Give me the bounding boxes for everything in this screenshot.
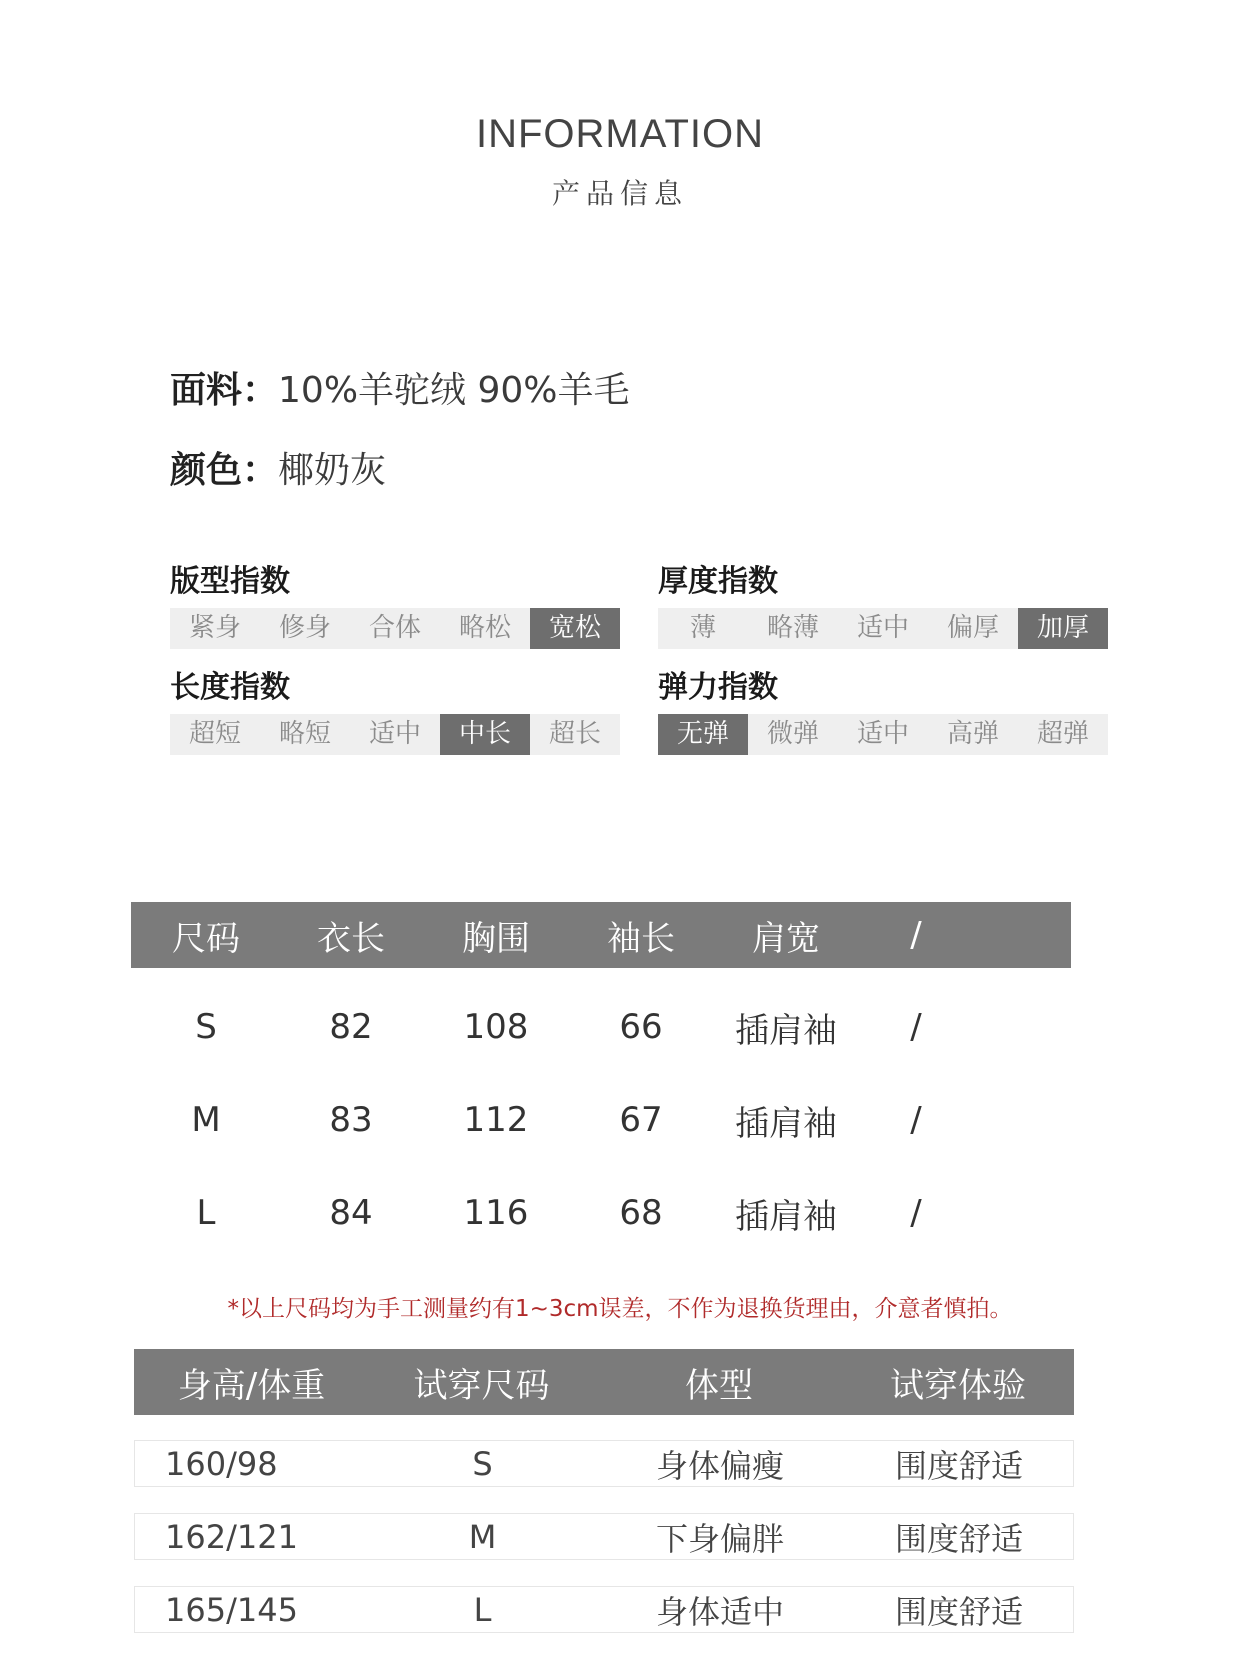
thickness-index-option: 略薄 <box>766 613 819 643</box>
elasticity-index-scale <box>658 714 1108 755</box>
measurement-disclaimer: *以上尺码均为手工测量约有1~3cm误差，不作为退换货理由，介意者慎拍。 <box>227 1296 1013 1322</box>
size-header-cell: 胸围 <box>462 918 530 959</box>
size-cell: 108 <box>463 1007 529 1047</box>
size-cell: 112 <box>463 1100 529 1140</box>
thickness-index-option: 薄 <box>689 613 716 643</box>
size-header-cell: 肩宽 <box>752 918 820 959</box>
size-cell: 插肩袖 <box>735 1103 837 1144</box>
length-index-option: 略短 <box>278 719 331 749</box>
fit-index-option: 紧身 <box>188 613 241 643</box>
size-cell: 84 <box>329 1193 373 1233</box>
page-title: INFORMATION <box>475 112 764 156</box>
thickness-index-option: 加厚 <box>1018 608 1108 649</box>
fit-table-row <box>134 1586 1074 1633</box>
elasticity-index-option: 无弹 <box>658 714 748 755</box>
fit-cell: S <box>472 1444 493 1483</box>
length-index-option: 适中 <box>368 719 421 749</box>
fit-cell: 身体偏瘦 <box>655 1446 784 1485</box>
size-cell: 67 <box>619 1100 663 1140</box>
fit-index-option: 宽松 <box>530 608 620 649</box>
fit-table-row <box>134 1440 1074 1487</box>
elasticity-index-option: 超弹 <box>1036 719 1089 749</box>
elasticity-index-option: 适中 <box>856 719 909 749</box>
length-index-option: 超长 <box>548 719 601 749</box>
thickness-index-option: 适中 <box>856 613 909 643</box>
size-header-cell: 袖长 <box>607 918 675 959</box>
fit-header-cell: 身高/体重 <box>177 1365 326 1406</box>
fit-cell: 165/145 <box>165 1590 298 1629</box>
fit-cell: 围度舒适 <box>894 1592 1023 1631</box>
thickness-index-title: 厚度指数 <box>658 564 778 599</box>
elasticity-index-option: 高弹 <box>946 719 999 749</box>
size-cell: / <box>910 1193 922 1233</box>
elasticity-index-option: 微弹 <box>766 719 819 749</box>
page-subtitle: 产品信息 <box>551 177 688 210</box>
thickness-index-option: 偏厚 <box>946 613 999 643</box>
size-cell: S <box>195 1007 217 1047</box>
fit-index-scale <box>170 608 620 649</box>
fit-cell: L <box>473 1590 492 1629</box>
size-table-row <box>131 1090 1071 1150</box>
size-table-header <box>131 902 1071 968</box>
size-cell: 插肩袖 <box>735 1010 837 1051</box>
fit-header-cell: 试穿尺码 <box>413 1365 550 1406</box>
color-label: 颜色： <box>170 450 279 491</box>
fabric-spec <box>170 362 630 413</box>
size-header-cell: 衣长 <box>317 918 385 959</box>
fit-cell: 身体适中 <box>655 1592 784 1631</box>
size-cell: 116 <box>463 1193 529 1233</box>
fit-index-option: 略松 <box>458 613 511 643</box>
fit-header-cell: 试穿体验 <box>890 1365 1026 1406</box>
size-cell: 66 <box>619 1007 663 1047</box>
fit-cell: 162/121 <box>165 1517 298 1556</box>
size-cell: / <box>910 1007 922 1047</box>
size-cell: M <box>191 1100 221 1140</box>
length-index-option: 超短 <box>188 719 241 749</box>
fabric-label: 面料： <box>170 370 279 411</box>
size-cell: / <box>910 1100 922 1140</box>
fit-cell: 围度舒适 <box>894 1446 1023 1485</box>
length-index-title: 长度指数 <box>170 670 290 705</box>
size-cell: L <box>196 1193 216 1233</box>
size-cell: 68 <box>619 1193 663 1233</box>
fit-table-row <box>134 1513 1074 1560</box>
size-cell: 插肩袖 <box>735 1196 837 1237</box>
fit-header-cell: 体型 <box>685 1365 753 1406</box>
size-header-cell: / <box>910 915 922 955</box>
fit-cell: 围度舒适 <box>894 1519 1023 1558</box>
size-header-cell: 尺码 <box>172 918 240 959</box>
fit-index-option: 修身 <box>278 613 331 643</box>
fit-cell: 下身偏胖 <box>655 1519 784 1558</box>
size-cell: 82 <box>329 1007 373 1047</box>
length-index-scale <box>170 714 620 755</box>
fabric-value: 10%羊驼绒 90%羊毛 <box>278 370 630 411</box>
elasticity-index-title: 弹力指数 <box>658 670 778 705</box>
fit-index-option: 合体 <box>368 613 421 643</box>
fit-index-title: 版型指数 <box>170 564 290 599</box>
fit-table-header <box>134 1349 1074 1415</box>
thickness-index-scale <box>658 608 1108 649</box>
length-index-option: 中长 <box>440 714 530 755</box>
size-table-row <box>131 997 1071 1057</box>
color-value: 椰奶灰 <box>278 450 387 491</box>
size-table-row <box>131 1183 1071 1243</box>
fit-cell: M <box>468 1517 497 1556</box>
size-cell: 83 <box>329 1100 373 1140</box>
fit-cell: 160/98 <box>165 1444 278 1483</box>
color-spec <box>170 442 386 493</box>
